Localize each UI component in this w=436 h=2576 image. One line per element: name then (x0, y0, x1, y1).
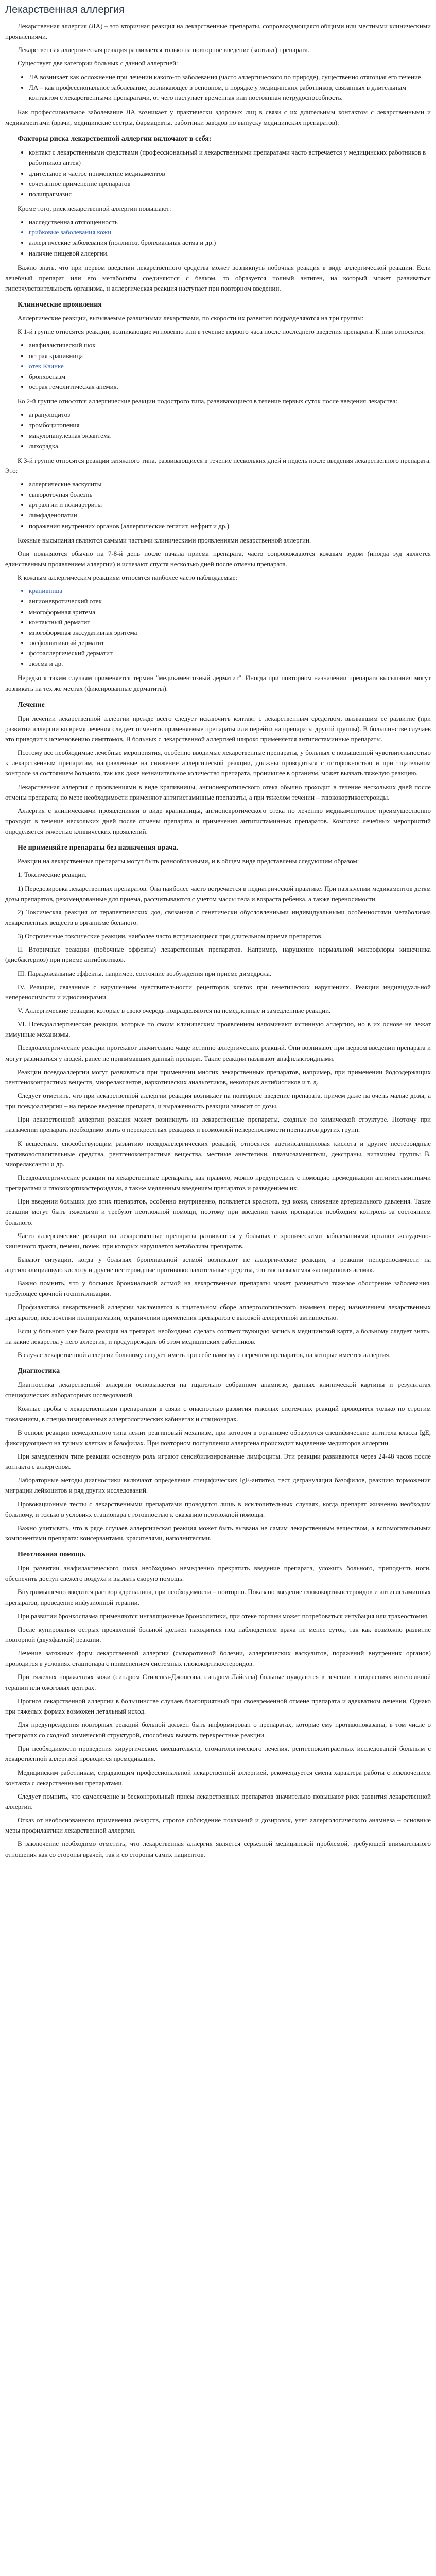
article-body (5, 21, 431, 1860)
list-item: • фотоаллергический дерматит (29, 648, 431, 658)
paragraph: Лечение затяжных форм лекарственной аллергии (сывороточной болезни, аллергических васкулитов, поражений внутренних органов) проводится в условиях стационара с применением системных глюкокортикостероидов. (5, 1649, 431, 1668)
list-item-link[interactable]: • отек Квинке (29, 361, 431, 371)
section-heading: Диагностика (18, 1367, 60, 1376)
paragraph: Реакции псевдоаллергии могут развиваться при применении многих лекарственных препаратов, например, при применении йодсодержащих рентгеноконтрастных веществ, миорелаксантов, наркотических анальгетиков, некоторых антибиотиков и т. д. (5, 1067, 431, 1086)
paragraph: Внутримышечно вводится раствор адреналина, при необходимости – повторно. Показано введение глюкокортикостероидов и антигистаминных препаратов, проведение инфузионной терапии. (5, 1588, 431, 1606)
paragraph: V. Аллергические реакции, которые в свою очередь подразделяются на немедленные и замедленные реакции. (18, 1006, 331, 1014)
paragraph: Профилактика лекарственной аллергии заключается в тщательном сборе аллергологического анамнеза перед назначением лекарственных препаратов, исключении полипрагмазии, ограничении применения препаратов с высокой аллергенной активностью. (5, 1303, 431, 1321)
paragraph: При замедленном типе реакции основную роль играют сенсибилизированные лимфоциты. Эти реакции развиваются через 24-48 часов после контакта с аллергеном. (5, 1452, 431, 1471)
paragraph: К кожным аллергическим реакциям относятся наиболее часто наблюдаемые: (18, 573, 238, 582)
list-item: • наличие пищевой аллергии. (29, 248, 431, 259)
paragraph: К 3-й группе относятся реакции затяжного типа, развивающиеся в течение нескольких дней и недель после введения лекарственного препарата. Это: (5, 456, 431, 474)
list-item: • длительное и частое применение медикаментов (29, 168, 431, 179)
paragraph: При развитии бронхоспазма применяются ингаляционные бронхолитики, при отеке гортани может потребоваться интубация или трахеостомия. (18, 1612, 429, 1620)
bullet-list (18, 147, 431, 199)
paragraph: Лекарственная аллергическая реакция развивается только на повторное введение (контакт) препарата. (18, 46, 309, 54)
paragraph: Кроме того, риск лекарственной аллергии повышают: (18, 204, 171, 212)
paragraph: Провокационные тесты с лекарственными препаратами проводятся лишь в исключительных случаях, когда препарат жизненно необходим больному, и только в условиях стационара с готовностью к оказанию неотложной помощи. (5, 1500, 431, 1518)
section-heading: Факторы риска лекарственной аллергии включают в себя: (18, 135, 212, 143)
list-item: • контакт с лекарственными средствами (профессиональный и лекарственными препаратами часто встречается у медицинских работников в работников аптек) (29, 147, 431, 168)
paragraph: Кожные пробы с лекарственными препаратами в связи с опасностью развития тяжелых системных реакций проводятся только по строгим показаниям, в специализированных аллергологических кабинетах и стационарах. (5, 1404, 431, 1423)
list-item: • эксфолиативный дерматит (29, 638, 431, 648)
paragraph: Медицинским работникам, страдающим профессиональной лекарственной аллергией, рекомендуется смена характера работы с исключением контакта с лекарственными препаратами. (5, 1768, 431, 1787)
paragraph: При лечении лекарственной аллергии прежде всего следует исключить контакт с лекарственным средством, вызвавшим ее развитие (при развитии аллергии во время лечения следует отменить применяемые препараты или перейти на препараты другой группы). В большинстве случаев это приводит к исчезновению симптомов. В больных с лекарственной аллергией широко применяется антигистаминные препараты. (5, 714, 431, 743)
paragraph: Лекарственная аллергия (ЛА) – это вторичная реакция на лекарственные препараты, сопровождающаяся общими или местными клиническими проявлениями. (5, 22, 431, 41)
paragraph: Следует помнить, что самолечение и бесконтрольный прием лекарственных препаратов значительно повышают риск развития лекарственной аллергии. (5, 1792, 431, 1810)
paragraph: 1. Токсические реакции. (18, 871, 87, 879)
paragraph: Поэтому все необходимые лечебные мероприятия, особенно вводимые лекарственные препараты, у больных с повышенной чувствительностью к лекарственным препаратам, направленные на снижение аллергической реакции, должны проводиться с осторожностью и при тщательном контроле за состоянием больного, так как даже незначительное количество препарата, проникшее в организм, может вызвать тяжелую реакцию. (5, 749, 431, 777)
paragraph: Существует две категории больных с данной аллергией: (18, 59, 178, 67)
paragraph: Реакции на лекарственные препараты могут быть разнообразными, и в общем виде представлены следующим образом: (18, 857, 359, 866)
list-item: • острая крапивница (29, 351, 431, 361)
list-item: • многоформная экссудативная эритема (29, 628, 431, 638)
bullet-list (18, 410, 431, 451)
bullet-list (18, 217, 431, 259)
paragraph: Если у больного уже была реакция на препарат, необходимо сделать соответствующую запись в медицинской карте, а больному следует знать, на какие лекарства у него аллергия, и предупреждать об этом медицинских работников. (5, 1327, 431, 1345)
paragraph: Кожные высыпания являются самыми частыми клиническими проявлениями лекарственной аллергии. (18, 536, 311, 544)
paragraph: При тяжелых поражениях кожи (синдром Стивенса-Джонсона, синдром Лайелла) больные нуждаются в лечении в отделениях интенсивной терапии или ожоговых центрах. (5, 1673, 431, 1691)
paragraph: Аллергия с клиническими проявлениями в виде крапивницы, ангионевротического отека по лечению медикаментозное преимущественно проходит в течение нескольких дней после отмены препарата и применения антигистаминных препаратов. Комплекс лечебных мероприятий определяется тяжестью клинических проявлений. (5, 806, 431, 836)
paragraph: Важно учитывать, что в ряде случаев аллергическая реакция может быть вызвана не самим лекарственным веществом, а вспомогательными компонентами препарата: консервантами, красителями, наполнителями. (5, 1523, 431, 1543)
paragraph: Нередко к таким случаям применяется термин "медикаментозный дерматит". Иногда при повторном назначении препарата высыпания могут возникать на тех же местах (фиксированные дерматиты). (5, 674, 431, 692)
section-heading: Неотложная помощь (18, 1551, 85, 1559)
paragraph: При лекарственной аллергии реакция может возникнуть на лекарственные препараты, сходные по химической структуре. Поэтому при назначении препарата необходимо знать о перекрестных реакциях и возможной непереносимости препаратов других групп. (5, 1115, 431, 1134)
list-item: • полипрагмазия (29, 189, 431, 199)
paragraph: Часто аллергические реакции на лекарственные препараты развиваются у больных с хроническими заболеваниями органов желудочно-кишечного тракта, печени, почек, при которых нарушается метаболизм препаратов. (5, 1231, 431, 1250)
list-item: • лимфаденопатии (29, 510, 431, 520)
list-item: • экзема и др. (29, 658, 431, 669)
list-item: • агранулоцитоз (29, 410, 431, 420)
list-item: • аллергические заболевания (поллиноз, бронхиальная астма и др.) (29, 238, 431, 248)
list-item: • сывороточная болезнь (29, 489, 431, 500)
section-heading: Лечение (18, 701, 45, 709)
paragraph: Следует отметить, что при лекарственной аллергии реакция возникает на повторное введение препарата, причем даже на очень малые дозы, а при псевдоаллергии – на первое введение препарата, и выраженность реакции зависит от дозы. (5, 1091, 431, 1110)
paragraph: II. Вторичные реакции (побочные эффекты) лекарственных препаратов. Например, нарушение нормальной микрофлоры кишечника (дисбактериоз) при приеме антибиотиков. (5, 945, 431, 964)
list-item: • поражения внутренних органов (аллергические гепатит, нефрит и др.). (29, 521, 431, 531)
paragraph: В основе реакции немедленного типа лежит реагиновый механизм, при котором в организме образуются специфические антитела класса IgE, фиксирующиеся на тучных клетках и базофилах. При повторном поступлении аллергена происходит выделение медиаторов аллергии. (5, 1428, 431, 1447)
list-item: • анафилактический шок (29, 340, 431, 350)
list-item: • сочетанное применение препаратов (29, 179, 431, 189)
paragraph: Они появляются обычно на 7-8-й день после начала приема препарата, часто сопровождаются кожным зудом (иногда зуд является единственным проявлением аллергии) и исчезают спустя несколько дней после отмены препарата. (5, 549, 431, 568)
paragraph: IV. Реакции, связанные с нарушением чувствительности рецепторов клеток при генетических нарушениях. Реакции индивидуальной непереносимости и идиосинкразии. (5, 982, 431, 1001)
list-item: • лихорадка. (29, 441, 431, 451)
list-item: • артралгии и полиартриты (29, 500, 431, 510)
bullet-list (18, 586, 431, 669)
paragraph: К веществам, способствующим развитию псевдоаллергических реакций, относятся: ацетилсалициловая кислота и другие нестероидные противовоспалительные средства, рентгеноконтрастные вещества, местные анестетики, плазмозаменители, декстраны, витамины группы B, миорелаксанты и др. (5, 1139, 431, 1168)
list-item-link[interactable]: • крапивница (29, 586, 431, 596)
section-heading: Клинические проявления (18, 301, 102, 309)
list-item: • острая гемолитическая анемия. (29, 382, 431, 392)
list-item: • бронхоспазм (29, 371, 431, 382)
paragraph: Псевдоаллергические реакции на лекарственные препараты, как правило, можно предупредить с помощью премедикации антигистаминными препаратами и глюкокортикостероидами, а также медленным введением препаратов и разведением их. (5, 1173, 431, 1192)
paragraph: После купирования острых проявлений больной должен находиться под наблюдением врача не менее суток, так как возможно развитие повторной (двухфазной) реакции. (5, 1625, 431, 1643)
list-item: • ангионевротический отек (29, 596, 431, 606)
list-item: • ЛА – как профессиональное заболевание, возникающее в основном, в порядке у медицинских работников, связанных в длительным контактом с лекарственными препаратами, от чего наступает временная или постоянная нетрудоспособность. (29, 82, 431, 103)
list-item: • контактный дерматит (29, 617, 431, 628)
list-item: • аллергические васкулиты (29, 479, 431, 489)
paragraph: Для предупреждения повторных реакций больной должен быть информирован о препаратах, которые ему противопоказаны, в том числе о препаратах со сходной химической структурой, способных вызвать перекрестные реакции. (5, 1720, 431, 1739)
paragraph: Как профессиональное заболевание ЛА возникает у практически здоровых лиц в связи с их длительным контактом с лекарственными и медикаментами (врачи, медицинские сестры, фармацевты, работники заводов по выпуску медицинских препаратов). (5, 108, 431, 127)
paragraph: Диагностика лекарственной аллергии основывается на тщательно собранном анамнезе, данных клинической картины и результатах специфических лабораторных исследований. (5, 1381, 431, 1399)
paragraph: Важно знать, что при первом введении лекарственного средства может возникнуть побочная реакция в виде аллергической реакции. Если лечебный препарат или его метаболиты соединяются с белком, то образуется полный антиген, на который может развиваться гиперчувствительность организма, и аллергическая реакция наступает при повторном введении. (5, 263, 431, 292)
paragraph: III. Парадоксальные эффекты, например, состояние возбуждения при приеме димедрола. (18, 969, 272, 977)
paragraph: Аллергические реакции, вызываемые различными лекарствами, по скорости их развития подразделяются на три группы: (18, 314, 364, 323)
page-title: Лекарственная аллергия (5, 4, 125, 15)
paragraph: В заключение необходимо отметить, что лекарственная аллергия является серьезной медицинской проблемой, требующей внимательного отношения как со стороны врачей, так и со стороны самих пациентов. (5, 1840, 431, 1858)
list-item: • тромбоцитопения (29, 420, 431, 430)
paragraph: К 1-й группе относятся реакции, возникающие мгновенно или в течение первого часа после последнего введения препарата. К ним относятся: (18, 328, 425, 336)
bullet-list (18, 72, 431, 103)
paragraph: 3) Отсроченные токсические реакции, наиболее часто встречающиеся при длительном приеме препаратов. (18, 932, 323, 940)
list-item: • макулопапулезная экзантема (29, 431, 431, 441)
paragraph: Важно помнить, что у больных бронхиальной астмой на лекарственные препараты может развиваться тяжелое обострение заболевания, требующее срочной госпитализации. (5, 1279, 431, 1298)
paragraph: Ко 2-й группе относятся аллергические реакции подострого типа, развивающиеся в течение первых суток после введения лекарства: (18, 397, 397, 405)
list-item-link[interactable]: • грибковые заболевания кожи (29, 227, 431, 238)
paragraph: VI. Псевдоаллергические реакции, которые по своим клиническим проявлениям напоминают истинную аллергию, но в их основе не лежат иммунные механизмы. (5, 1020, 431, 1039)
paragraph: При развитии анафилактического шока необходимо немедленно прекратить введение препарата, уложить больного, приподнять ноги, обеспечить доступ свежего воздуха и вызвать скорую помощь. (5, 1564, 431, 1583)
paragraph: Псевдоаллергические реакции протекают значительно чаще истинно аллергических реакций. Они возникают при первом введении препарата и могут развиваться у людей, ранее не принимавших данный препарат. Такие реакции называют анафилактоидными. (5, 1044, 431, 1062)
paragraph: Лабораторные методы диагностики включают определение специфических IgE-антител, тест дегрануляции базофилов, реакцию торможения миграции лейкоцитов и ряд других исследований. (5, 1476, 431, 1495)
paragraph: Прогноз лекарственной аллергии в большинстве случаев благоприятный при своевременной отмене препарата и адекватном лечении. Однако при тяжелых формах возможен летальный исход. (5, 1697, 431, 1715)
paragraph: При необходимости проведения хирургических вмешательств, стоматологического лечения, рентгеноконтрастных исследований больным с лекарственной аллергией проводится премедикация. (5, 1744, 431, 1763)
paragraph: Лекарственная аллергия с проявлениями в виде крапивницы, ангионевротического отека обычно проходит в течение нескольких дней после отмены препарата; по мере необходимости применяют антигистаминные препараты, а при тяжелом течении – глюкокортикостероиды. (5, 783, 431, 801)
paragraph: 1) Передозировка лекарственных препаратов. Она наиболее часто встречается в педиатрической практике. При назначении медикаментов детям дозы препаратов, рекомендованные для приема, рассчитываются с учетом массы тела и возраста ребенка, а также переносимости. (5, 884, 431, 903)
paragraph: В случае лекарственной аллергии больному следует иметь при себе памятку с перечнем препаратов, на которые имеется аллергия. (18, 1351, 391, 1359)
list-item: • ЛА возникает как осложнение при лечении какого-то заболевания (часто аллергического по природе), существенно отягощая его течение. (29, 72, 431, 82)
paragraph: Отказ от необоснованного применения лекарств, строгое соблюдение показаний и дозировок, учет аллергологического анамнеза – основные меры профилактики лекарственной аллергии. (5, 1816, 431, 1835)
list-item: • многоформная эритема (29, 607, 431, 617)
paragraph: При введении больших доз этих препаратов, особенно внутривенно, появляется краснота, зуд кожи, снижение артериального давления. Такие реакции могут быть тяжелыми и требуют неотложной помощи, поэтому при введении таких препаратов необходим контроль за состоянием больного. (5, 1197, 431, 1226)
bullet-list (18, 479, 431, 531)
section-heading: Не применяйте препараты без назначения врача. (18, 844, 179, 852)
bullet-list (18, 340, 431, 392)
paragraph: Бывают ситуации, когда у больных бронхиальной астмой возникают не аллергические реакции, а реакции непереносимости на ацетилсалициловую кислоту и другие нестероидные противовоспалительные средства, это так называемая «аспириновая астма». (5, 1255, 431, 1274)
paragraph: 2) Токсическая реакция от терапевтических доз, связанная с генетически обусловленными индивидуальными особенностями метаболизма лекарственных веществ в организме больного. (5, 908, 431, 926)
list-item: • наследственная отягощенность (29, 217, 431, 227)
